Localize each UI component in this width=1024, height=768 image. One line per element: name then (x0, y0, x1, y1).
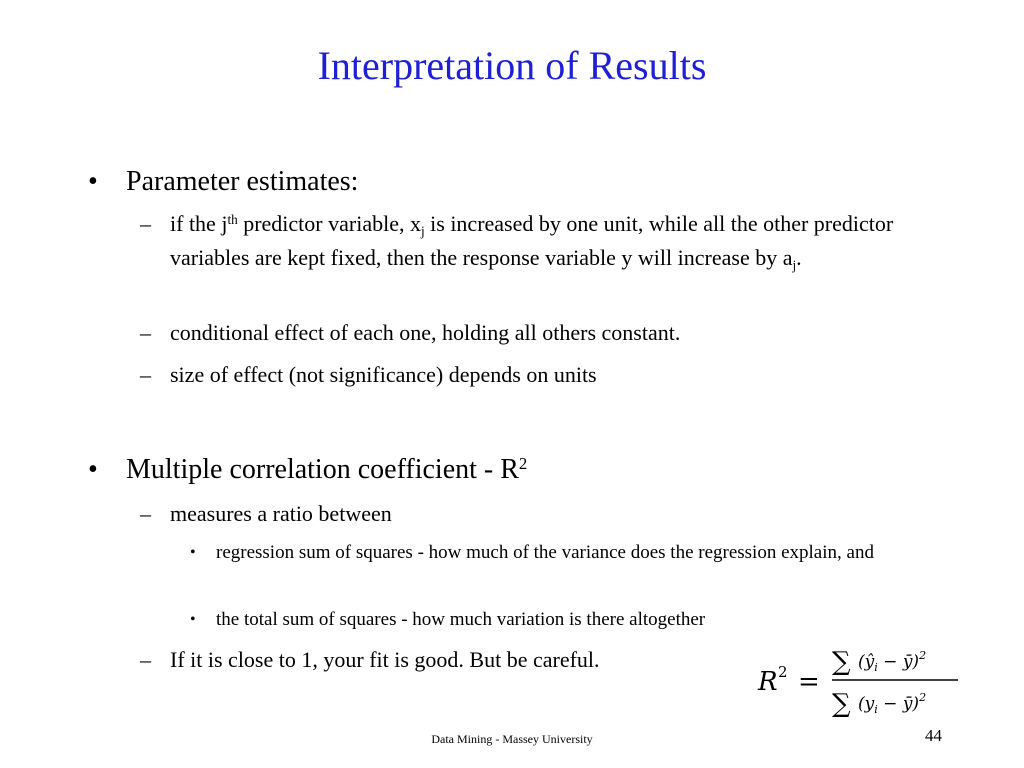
heading-parameter-estimates: Parameter estimates: (126, 166, 359, 197)
den-sub: i (874, 703, 878, 716)
den-term: (y (858, 694, 875, 714)
dash-icon: – (140, 362, 151, 387)
num-sub: i (874, 661, 878, 674)
num-mid: − ȳ) (877, 652, 920, 672)
sub-sub-item-regression-sum (190, 539, 890, 567)
bullet-icon: • (88, 166, 98, 197)
text-fragment: if the j (170, 211, 228, 236)
predictor-increase-text (170, 207, 930, 275)
page-number: 44 (925, 726, 942, 745)
denominator-sum-icon: ∑ (832, 689, 851, 719)
bullet-icon: • (190, 544, 196, 561)
conditional-effect-text: conditional effect of each one, holding all others constant. (170, 320, 681, 345)
numerator-term (858, 649, 926, 674)
heading-multiple-correlation (126, 454, 527, 486)
total-sum-text: the total sum of squares - how much variation is there altogether (216, 609, 706, 630)
dash-icon: – (140, 647, 151, 672)
dash-icon: – (140, 211, 151, 236)
superscript-2: 2 (518, 453, 528, 473)
sub-item-measures-ratio (140, 497, 930, 531)
sub-item-predictor-increase (140, 207, 930, 275)
formula-lhs: R (758, 667, 778, 697)
den-exp: 2 (919, 691, 927, 704)
num-exp: 2 (919, 649, 927, 662)
den-mid: − ȳ) (877, 694, 920, 714)
r-squared-formula (752, 640, 962, 724)
subscript-j: j (792, 257, 797, 273)
dash-icon: – (140, 501, 151, 526)
num-term: (ŷ (858, 652, 875, 672)
formula-equals: = (798, 667, 820, 697)
formula-lhs-exp: 2 (778, 663, 788, 681)
sub-item-conditional-effect (140, 316, 930, 350)
measures-ratio-text: measures a ratio between (170, 501, 392, 526)
close-to-one-text: If it is close to 1, your fit is good. But be careful. (170, 647, 600, 672)
text-fragment: is increased by one unit, while all the other predictor variables are kept fixed, then the response variable y will increase by a (170, 211, 894, 270)
text-fragment: predictor variable, x (237, 211, 421, 236)
bullet-icon: • (190, 611, 196, 628)
dash-icon: – (140, 320, 151, 345)
slide-title: Interpretation of Results (317, 43, 707, 88)
denominator-term (858, 691, 926, 716)
numerator-sum-icon: ∑ (832, 647, 851, 677)
regression-sum-text: regression sum of squares - how much of the variance does the regression explain, and (216, 542, 874, 563)
subscript-j: j (420, 223, 425, 239)
slide-footer: Data Mining - Massey University (431, 732, 593, 746)
superscript-th: th (227, 211, 238, 227)
sub-item-size-of-effect (140, 358, 930, 392)
size-of-effect-text: size of effect (not significance) depends on units (170, 362, 597, 387)
sub-sub-item-total-sum (190, 606, 890, 634)
text-fragment: Multiple correlation coefficient - R (126, 454, 519, 485)
bullet-icon: • (88, 454, 98, 485)
text-fragment: . (796, 245, 802, 270)
